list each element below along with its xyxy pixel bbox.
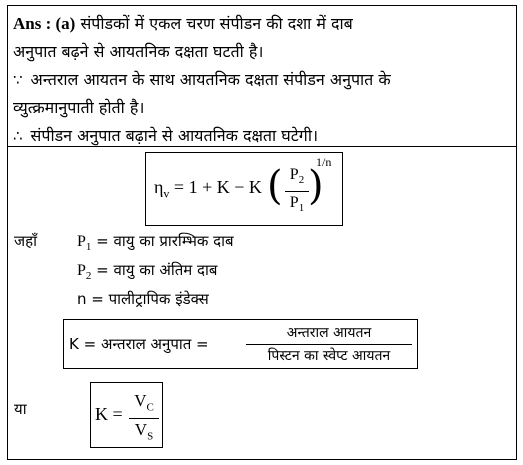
clearance-volume-label: अन्तराल आयतन xyxy=(286,325,372,341)
left-paren: ( xyxy=(267,163,283,209)
answer-label: Ans : (a) xyxy=(13,14,76,33)
therefore-symbol: ∴ xyxy=(13,127,23,145)
fraction-bar xyxy=(246,344,412,345)
vc-numerator: $V_C$ xyxy=(134,391,154,414)
p1-text: = वायु का प्रारम्भिक दाब xyxy=(91,232,234,250)
volume-ratio-fraction xyxy=(129,391,159,447)
eta-subscript: v xyxy=(163,186,170,201)
p1-symbol: P xyxy=(77,233,86,250)
where-label xyxy=(14,231,37,251)
answer-line-3-text: अन्तराल आयतन के साथ आयतनिक दक्षता संपीडन अनुपात के xyxy=(30,70,391,89)
because-symbol: ∵ xyxy=(13,71,23,89)
pressure-ratio-numerator: $P_2$ xyxy=(289,166,305,187)
p2-subscript: 2 xyxy=(85,270,92,283)
exponent: 1/n xyxy=(316,155,332,169)
answer-line-1-text: संपीडकों में एकल चरण संपीडन की दशा में दाब xyxy=(80,14,353,33)
pressure-ratio-denominator: $P_1$ xyxy=(289,194,305,215)
clearance-ratio-fraction xyxy=(246,323,412,366)
answer-line-5 xyxy=(13,122,510,150)
eta-symbol: η xyxy=(154,177,164,197)
clearance-ratio-formula xyxy=(63,319,418,369)
p2-symbol: P xyxy=(77,262,86,279)
where-text: जहाँ xyxy=(14,232,37,250)
formula1-rhs: = 1 + K − K xyxy=(173,177,262,197)
answer-line-1 xyxy=(13,10,510,38)
or-label xyxy=(14,399,27,419)
formula2-lhs: K = अन्तराल अनुपात = xyxy=(69,335,209,353)
right-paren: ) xyxy=(308,163,324,209)
fraction-bar xyxy=(129,418,159,419)
pressure-ratio-fraction xyxy=(285,165,309,218)
p1-definition xyxy=(77,231,234,253)
answer-line-5-text: संपीडन अनुपात बढ़ाने से आयतनिक दक्षता घटेगी। xyxy=(30,126,319,145)
formula3-lhs: K = xyxy=(95,404,123,424)
volume-ratio-formula xyxy=(90,382,163,448)
vs-denominator: $V_S$ xyxy=(134,420,154,443)
formula1-lhs xyxy=(154,177,262,202)
answer-line-3 xyxy=(13,66,510,94)
answer-card xyxy=(7,5,517,460)
fraction-bar xyxy=(285,191,309,192)
answer-line-4: व्युत्क्रमानुपाती होती है। xyxy=(13,98,145,117)
volumetric-efficiency-formula xyxy=(145,152,343,226)
answer-text-block xyxy=(8,6,516,147)
p1-subscript: 1 xyxy=(85,241,92,254)
answer-line-2: अनुपात बढ़ने से आयतनिक दक्षता घटती है। xyxy=(13,42,264,61)
p2-text: = वायु का अंतिम दाब xyxy=(91,261,218,279)
swept-volume-label: पिस्टन का स्वेप्ट आयतन xyxy=(267,348,391,364)
n-definition: n = पालीट्रापिक इंडेक्स xyxy=(77,290,209,308)
or-text: या xyxy=(14,400,27,418)
p2-definition xyxy=(77,260,217,282)
